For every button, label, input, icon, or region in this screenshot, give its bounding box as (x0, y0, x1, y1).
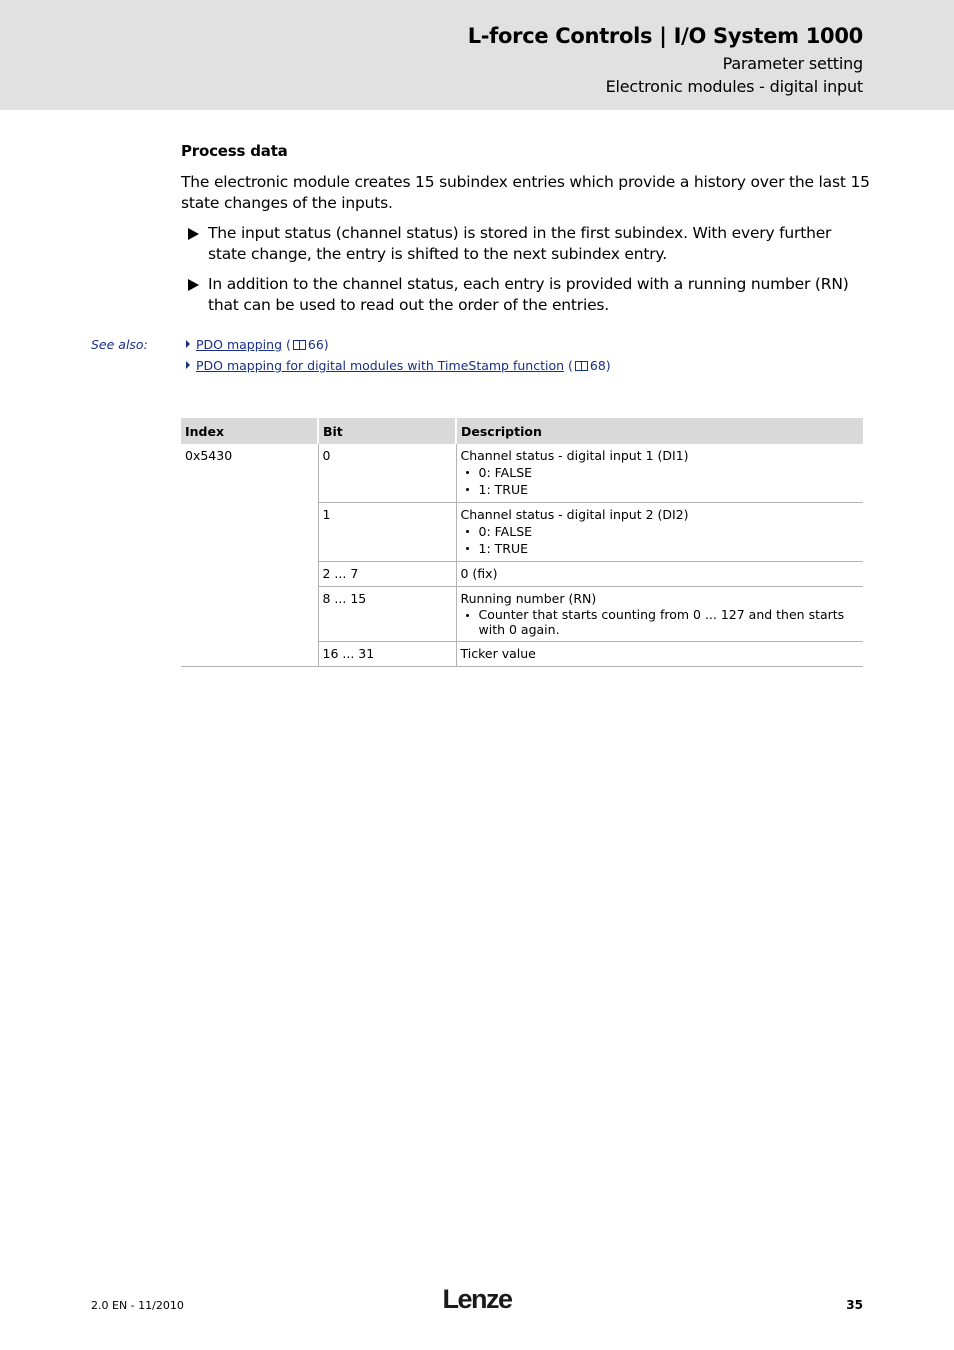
bullet-text: In addition to the channel status, each entry is provided with a running number (RN) that can be used to read out the order of the entries. (208, 275, 849, 314)
arrow-right-icon (186, 340, 190, 348)
process-data-heading: Process data (181, 142, 288, 160)
description-cell (456, 444, 863, 503)
list-item: Counter that starts counting from 0 ... 127 and then starts with 0 again. (461, 607, 860, 637)
see-also-ref: PDO mapping ( 66) (186, 337, 329, 352)
bit-cell: 2 ... 7 (318, 562, 456, 587)
page-reference[interactable]: 68 (589, 358, 606, 373)
book-icon (293, 340, 306, 350)
bullet-item (188, 223, 873, 265)
description-text: 0 (fix) (460, 566, 498, 581)
section-title: Electronic modules - digital input (605, 77, 863, 96)
value-list (461, 607, 860, 637)
index-cell: 0x5430 (181, 444, 318, 667)
description-text: Channel status - digital input 1 (DI1) (460, 448, 689, 463)
list-item: 0: FALSE (461, 523, 860, 540)
bullet-item (188, 274, 873, 316)
pdo-mapping-timestamp-link[interactable]: PDO mapping for digital modules with TimeStamp function (196, 358, 565, 373)
description-cell (456, 503, 863, 562)
book-icon (575, 361, 588, 371)
description-cell (456, 587, 863, 642)
bullet-text: The input status (channel status) is stored in the first subindex. With every further state change, the entry is shifted to the next subindex entry. (208, 224, 832, 263)
bit-cell: 8 ... 15 (318, 587, 456, 642)
column-header-bit: Bit (318, 418, 456, 444)
document-title: L-force Controls | I/O System 1000 (467, 24, 863, 48)
bit-cell: 1 (318, 503, 456, 562)
bit-cell: 16 ... 31 (318, 642, 456, 667)
arrow-right-icon (186, 361, 190, 369)
intro-paragraph: The electronic module creates 15 subindex entries which provide a history over the last 15 state changes of the inputs. (181, 173, 870, 212)
chapter-title: Parameter setting (722, 54, 863, 73)
lenze-logo (437, 1285, 517, 1315)
bit-cell: 0 (318, 444, 456, 503)
pdo-mapping-link[interactable]: PDO mapping (196, 337, 283, 352)
description-text: Ticker value (460, 646, 536, 661)
description-cell (456, 642, 863, 667)
list-item: 0: FALSE (461, 464, 860, 481)
triangle-bullet-icon (188, 228, 199, 240)
description-text: Running number (RN) (460, 591, 597, 606)
list-item: 1: TRUE (461, 481, 860, 498)
description-text: Channel status - digital input 2 (DI2) (460, 507, 689, 522)
triangle-bullet-icon (188, 279, 199, 291)
process-data-table (181, 418, 863, 667)
page-header (0, 0, 954, 110)
page-number: 35 (846, 1298, 863, 1312)
logo-wordmark: Lenze (442, 1285, 512, 1314)
see-also-label: See also: (91, 337, 148, 352)
description-cell (456, 562, 863, 587)
page-reference[interactable]: 66 (307, 337, 324, 352)
column-header-description: Description (456, 418, 863, 444)
column-header-index: Index (181, 418, 318, 444)
table-header-row (181, 418, 863, 444)
see-also-ref: PDO mapping for digital modules with TimeStamp function ( 68) (186, 358, 611, 373)
table-row (181, 444, 863, 503)
document-version: 2.0 EN - 11/2010 (91, 1299, 184, 1312)
list-item: 1: TRUE (461, 540, 860, 557)
value-list (461, 464, 860, 498)
value-list (461, 523, 860, 557)
